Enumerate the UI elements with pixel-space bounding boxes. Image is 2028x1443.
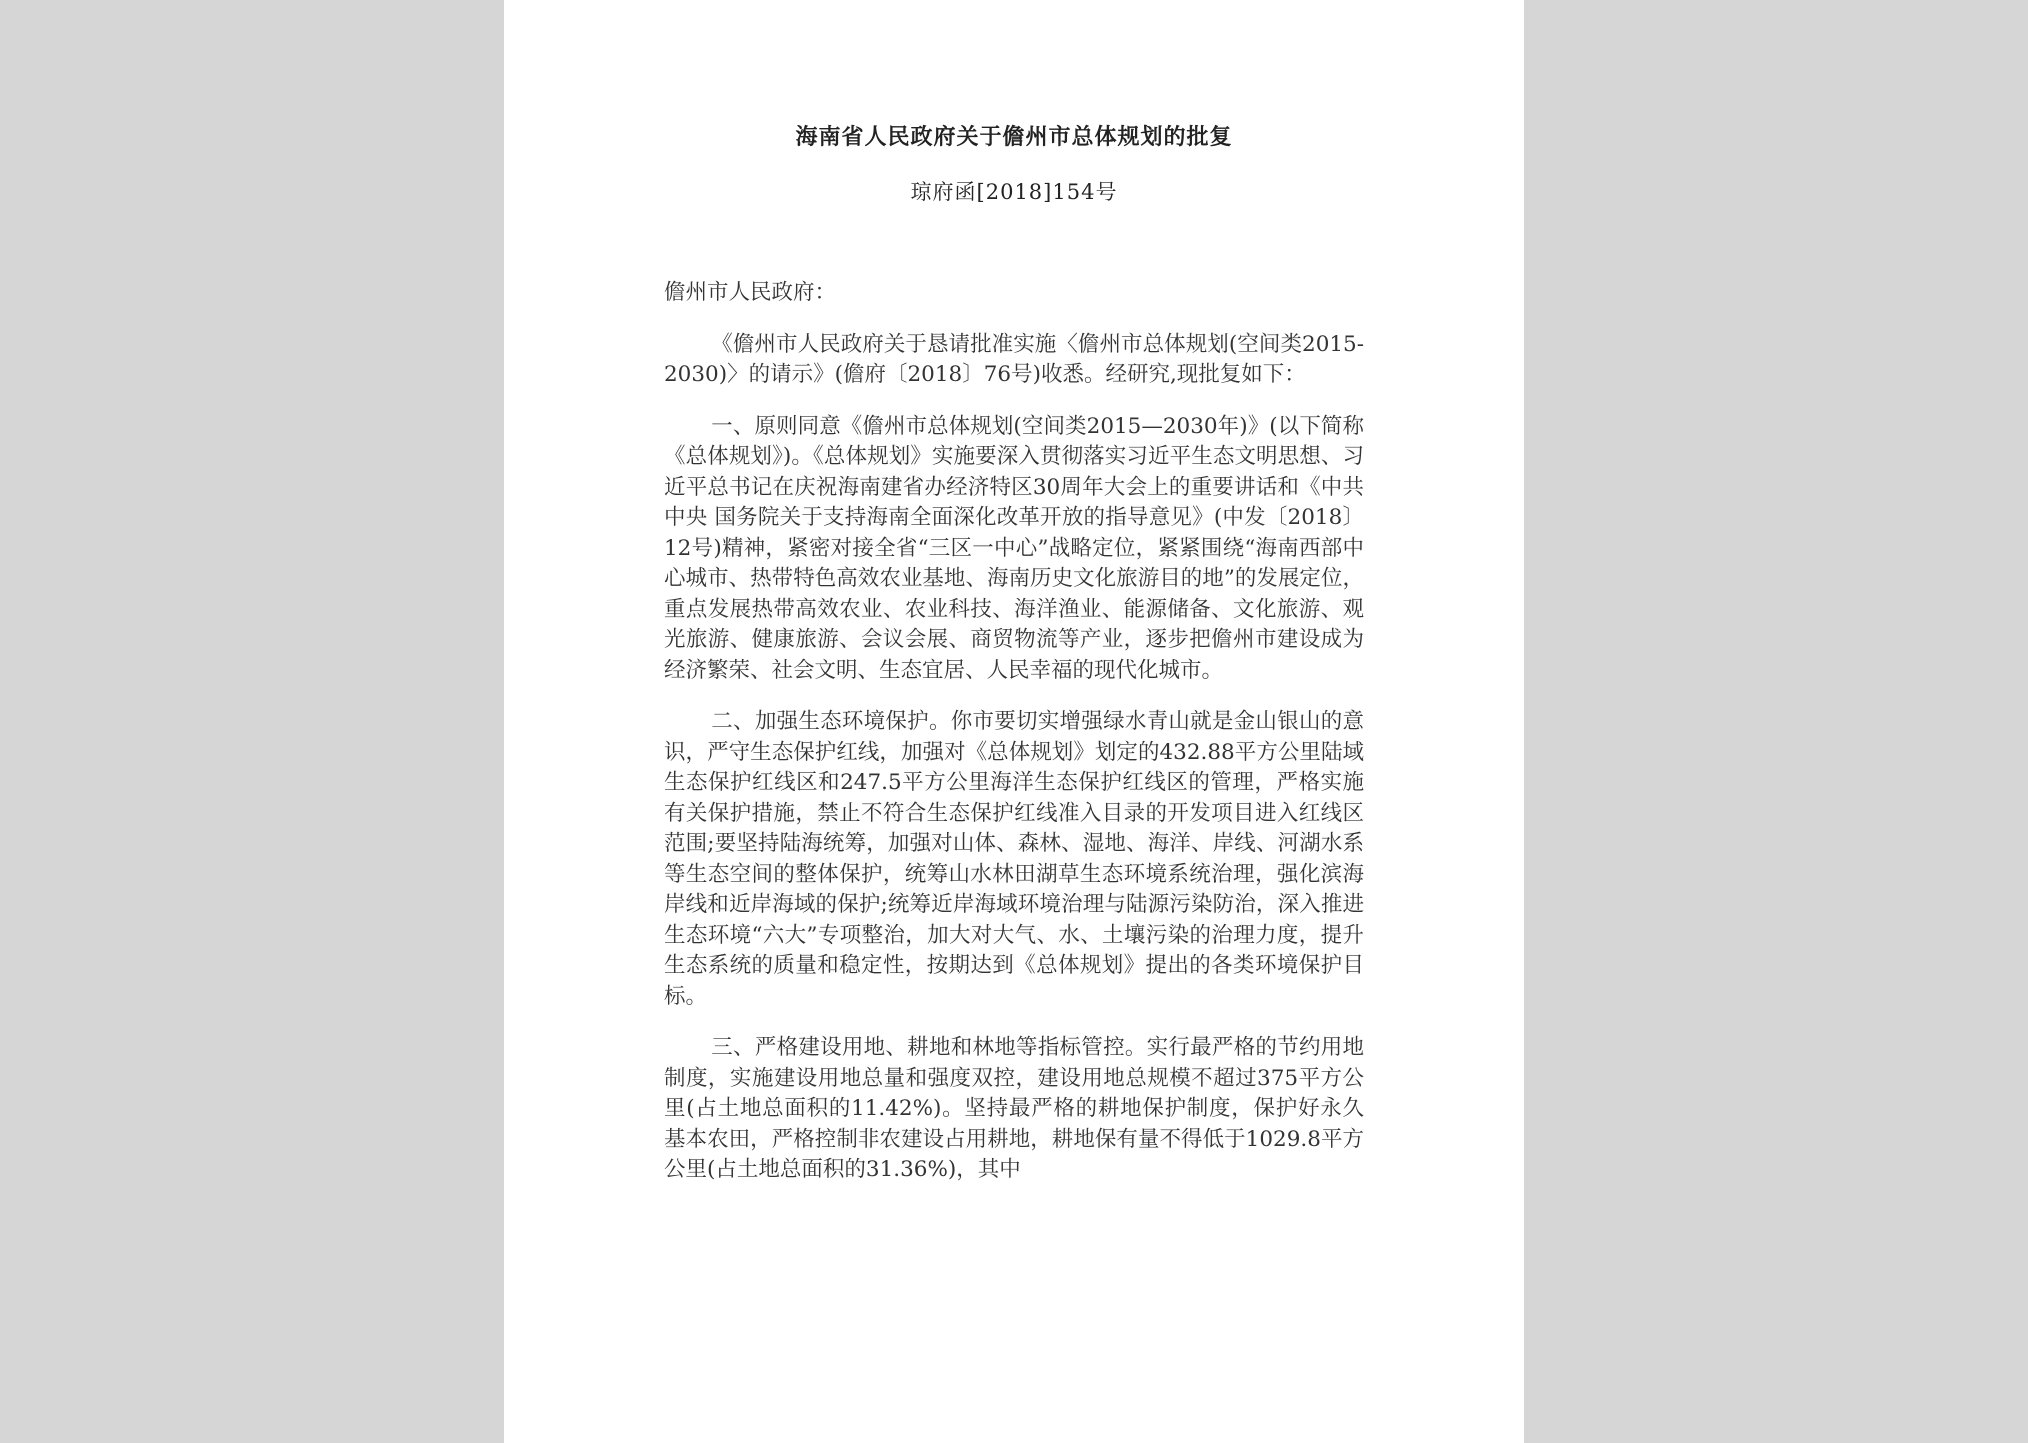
paragraph-intro: 《儋州市人民政府关于恳请批准实施〈儋州市总体规划(空间类2015-2030)〉的请示》(儋府〔2018〕76号)收悉。经研究,现批复如下：: [664, 331, 1364, 387]
document-title: 海南省人民政府关于儋州市总体规划的批复: [795, 124, 1233, 150]
paragraph-3: 三、严格建设用地、耕地和林地等指标管控。实行最严格的节约用地制度，实施建设用地总量和强度双控，建设用地总规模不超过375平方公里(占土地总面积的11.42%)。坚持最严格的耕地保护制度，保护好永久基本农田，严格控制非农建设占用耕地，耕地保有量不得低于1029.8平方公里(占土地总面积的31.36%)，其中: [664, 1035, 1364, 1182]
document-body: [664, 278, 1364, 1207]
paragraph-2: 二、加强生态环境保护。你市要切实增强绿水青山就是金山银山的意识，严守生态保护红线，加强对《总体规划》划定的432.88平方公里陆域生态保护红线区和247.5平方公里海洋生态保护红线区的管理，严格实施有关保护措施，禁止不符合生态保护红线准入目录的开发项目进入红线区范围;要坚持陆海统筹，加强对山体、森林、湿地、海洋、岸线、河湖水系等生态空间的整体保护，统筹山水林田湖草生态环境系统治理，强化滨海岸线和近岸海域的保护;统筹近岸海域环境治理与陆源污染防治，深入推进生态环境“六大”专项整治，加大对大气、水、土壤污染的治理力度，提升生态系统的质量和稳定性，按期达到《总体规划》提出的各类环境保护目标。: [664, 709, 1364, 1009]
document-number: 琼府函[2018]154号: [910, 180, 1118, 204]
paragraph-1: 一、原则同意《儋州市总体规划(空间类2015—2030年)》(以下简称《总体规划》)。《总体规划》实施要深入贯彻落实习近平生态文明思想、习近平总书记在庆祝海南建省办经济特区30周年大会上的重要讲话和《中共中央 国务院关于支持海南全面深化改革开放的指导意见》(中发〔2018〕12号)精神，紧密对接全省“三区一中心”战略定位，紧紧围绕“海南西部中心城市、热带特色高效农业基地、海南历史文化旅游目的地”的发展定位，重点发展热带高效农业、农业科技、海洋渔业、能源储备、文化旅游、观光旅游、健康旅游、会议会展、商贸物流等产业，逐步把儋州市建设成为经济繁荣、社会文明、生态宜居、人民幸福的现代化城市。: [664, 413, 1364, 683]
document-page: [504, 0, 1524, 1443]
salutation: 儋州市人民政府：: [664, 280, 837, 305]
